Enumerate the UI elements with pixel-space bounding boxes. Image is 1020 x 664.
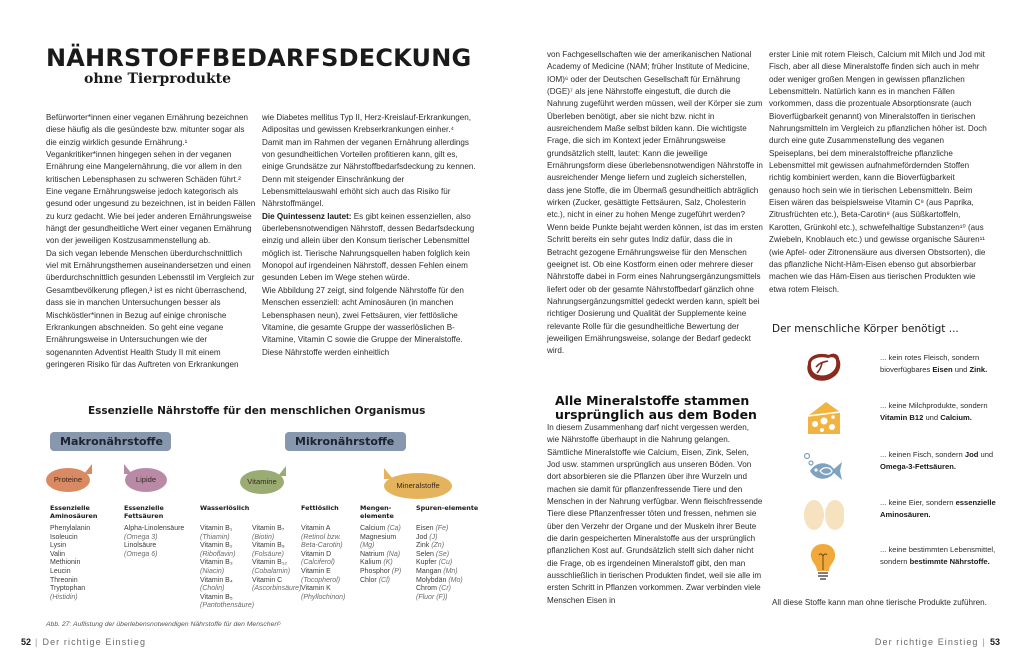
list-item: Calcium (Ca) (360, 525, 401, 532)
list-item: Vitamin B₇ (252, 525, 285, 532)
list-item: Methionin (50, 559, 81, 567)
list-item-note: (Retinol bzw. Beta-Carotin) (301, 533, 343, 550)
needs-heading: Der menschliche Körper benötigt ... (772, 323, 959, 335)
list-item-note: (Omega 3) (124, 533, 158, 541)
category-micronutrients: Mikronährstoffe (285, 432, 406, 451)
footer-section: Der richtige Einstieg (874, 637, 979, 647)
text-column-4 (769, 49, 987, 296)
need-item-dairy (772, 398, 1002, 444)
list-item: Threonin (50, 576, 78, 584)
bubble-proteine: Proteine (46, 468, 90, 492)
page-title: NÄHRSTOFFBEDARFSDECKUNG (46, 44, 472, 72)
diagram-column-wasserloeslich-2 (252, 525, 302, 594)
list-item-note: (Cholin) (200, 585, 225, 593)
need-text: ... keine bestimmten Lebensmittel, sondern bestimmte Nährstoffe. (880, 545, 996, 566)
paragraph-text: Es gibt keinen essenziellen, also überlebensnotwendigen Nährstoff, dessen Bedarfsdeckung einzig und allein über den Konsum tierischer Lebensmittel möglich ist. Tierische Nahrungsquellen haben folglich kein Monopol auf irgendeinen Nährstoff, dessen Fehlen einem gesunden Leben im Wege stehen würde. (262, 211, 475, 283)
diagram-title: Essenzielle Nährstoffe für den menschlichen Organismus (88, 405, 426, 417)
list-item-note: (Tocopherol) (301, 576, 341, 584)
diagram-column-wasserloeslich (200, 504, 255, 611)
bubble-lipide: Lipide (125, 468, 167, 492)
list-item-note: (Riboflavin) (200, 550, 236, 558)
column-header: Wasserlöslich (200, 504, 250, 512)
column-header: Fettlöslich (301, 504, 339, 512)
paragraph: Damit man im Rahmen der veganen Ernährung allerdings von gesundheitlichen Vorteilen profitieren kann, gilt es, einige Grundsätze zur Nährstoffbedarfsdeckung zu kennen. Denn mit steigender Einschränkung der Lebensmittelauswahl erhöht sich auch das Risiko für Nährstoffmängel. (262, 137, 476, 209)
list-item: Molybdän (Mo) (416, 576, 463, 584)
list-item: Kupfer (Cu) (416, 559, 453, 567)
paragraph-quintessence (262, 211, 476, 285)
need-item-nutrients (772, 542, 1002, 588)
footer-left: 52 | Der richtige Einstieg (21, 637, 147, 647)
list-item: Leucin (50, 567, 71, 575)
cheese-icon (802, 398, 844, 438)
list-item-note: (Fluor (F)) (416, 593, 448, 601)
diagram-column-fettsaeuren (124, 504, 196, 559)
list-item-note: (Cobalamin) (252, 567, 291, 575)
page-number: 52 (21, 637, 32, 647)
list-item: Linolsäure (124, 542, 157, 550)
list-item: Lysin (50, 542, 67, 550)
list-item: Vitamin A (301, 525, 331, 532)
list-item-note: (Mg) (360, 542, 375, 550)
diagram-column-aminosaeuren (50, 504, 116, 602)
list-item: Vitamin B₃ (200, 559, 233, 567)
column-header: Essenzielle Fettsäuren (124, 504, 164, 520)
closing-text: All diese Stoffe kann man ohne tierische Produkte zuführen. (772, 598, 987, 607)
list-item: Vitamin C (252, 576, 283, 584)
eggs-icon (802, 495, 844, 535)
list-item: Vitamin B₁₂ (252, 559, 287, 567)
paragraph: In diesem Zusammenhang darf nicht vergessen werden, wie Nährstoffe überhaupt in die Nahrung gelangen. Sämtliche Mineralstoffe wie Calcium, Eisen, Zink, Selen, Jod usw. stammen ursprünglich aus unseren Böden. Von dort absorbieren sie die Pflanzen über ihre Wurzeln und machen sie damit für pflanzenfressende Tiere und den Menschen in der Nahrung verfügbar. Wenn fleischfressende Tiere diese Pflanzenfresser töten und fressen, nehmen sie über den Verzehr der Organe und der Muskeln ihrer Beute die darin gespeicherten Mineralstoffe aus der ursprünglich pflanzlichen Kost auf. Grundsätzlich stellt sich daher nicht die Frage, ob es irgendeinen Mineralstoff gibt, den man ausschließlich in tierischen Produkten findet, weil sie alle im ersten Schritt in Pflanzen vorkommen. Zwar verbinden viele Menschen Eisen in (547, 423, 763, 605)
paragraph: erster Linie mit rotem Fleisch, Calcium mit Milch und Jod mit Fisch, aber all diese Mineralstoffe finden sich auch in mehr oder weniger großen Mengen in gewissen pflanzlichen Lebensmitteln. Natürlich kann es in manchen Fällen vorkommen, dass die prozentuale Absorptionsrate (auch Bioverfügbarkeit genannt) von Mineralstoffen in tierischen Nahrungsmitteln im Vergleich zu pflanzlichen höher ist. Doch durch eine gute Zusammenstellung des veganen Speiseplans, bei dem mineralstoffreiche pflanzliche Lebensmittel mit gewissen aufnahmefördernden Stoffen richtig kombiniert werden, kann die Bioverfügbarkeit genauso hoch sein wie in tierischen Lebensmitteln. Beim Eisen wären das beispielsweise Vitamin C⁸ (aus Paprika, Zitrusfrüchten etc.), Beta-Carotin⁹ (aus Süßkartoffeln, Karotten, Grünkohl etc.), schwefelhaltige Substanzen¹⁰ (aus Zwiebeln, Knoblauch etc.) und gewisse organische Säuren¹¹ (wie Apfel- oder Zitronensäure aus diversen Obstsorten), die das pflanzliche Nicht-Häm-Eisen ebenso gut absorbierbar machen wie das Häm-Eisen aus tierischen Produkten wie etwa rotem Fleisch. (769, 50, 987, 294)
need-text: ... kein rotes Fleisch, sondern bioverfügbares Eisen und Zink. (880, 353, 988, 374)
diagram-column-mengenelemente (360, 504, 414, 585)
list-item: Isoleucin (50, 533, 78, 541)
text-column-2 (262, 112, 476, 359)
page-number: 53 (989, 637, 1000, 647)
list-item: Eisen (Fe) (416, 525, 449, 532)
list-item: Jod (J) (416, 533, 438, 541)
column-header: Essenzielle Aminosäuren (50, 504, 98, 520)
list-item: Chlor (Cl) (360, 576, 390, 584)
list-item: Vitamin B₉ (252, 542, 285, 550)
list-item: Mangan (Mn) (416, 567, 458, 575)
diagram-column-fettloeslich (301, 504, 357, 602)
list-item: Alpha-Linolensäure (124, 525, 185, 532)
list-item: Kalium (K) (360, 559, 393, 567)
list-item: Phosphor (P) (360, 567, 402, 575)
list-item: Vitamin B₁ (200, 525, 233, 532)
text-column-3-continued (547, 422, 763, 607)
paragraph: von Fachgesellschaften wie der amerikanischen National Academy of Medicine (NAM; früher Institute of Medicine, IOM)⁶ oder der Deutschen Gesellschaft für Ernährung (DGE)⁷ als jene Nährstoffe eingestuft, die durch die Nahrung zugeführt werden müssen, weil der Körper sie zum Überleben benötigt, aber sie nicht bzw. nicht in ausreichendem Maße selbst bilden kann. Die wichtigste Frage, die sich im Kontext jeder Ernährungsweise grundsätzlich stellt, lautet: Kann die jeweilige Ernährungsform diese überlebensnotwendigen Nährstoffe in ausreichender Menge liefern und zugleich sicherstellen, dass jene Stoffe, die im Übermaß gesundheitlich abträglich wirken (Zucker, gesättigte Fettsäuren, Salz, Cholesterin etc.), nicht in einer zu hohen Menge zugeführt werden? Wenn beide Punkte bejaht werden können, ist das im ersten Schritt bereits ein sehr gutes Indiz dafür, dass die in Betracht gezogene Ernährungsweise für den Menschen geeignet ist. Ob eine Kostform einen oder mehrere dieser Nährstoffe dabei in Form eines Nahrungsergänzungsmittels liefert oder ob der gesamte Nährstoffbedarf gänzlich ohne Nahrungsergänzungsmittel gedeckt werden kann, spielt bei richtiger Dosierung und Qualität der Supplemente keine relevante Rolle für die gesundheitliche Bewertung der jeweiligen Ernährungsweise, solange der Bedarf gedeckt wird. (547, 50, 763, 356)
list-item: Vitamin B₄ (200, 576, 233, 584)
need-item-meat (772, 350, 1002, 396)
need-item-eggs (772, 495, 1002, 541)
list-item: Valin (50, 550, 66, 558)
text-column-1 (46, 112, 256, 371)
list-item-note: (Biotin) (252, 533, 275, 541)
lightbulb-icon (802, 542, 844, 582)
footer-section: Der richtige Einstieg (42, 637, 147, 647)
figure-caption: Abb. 27: Auflistung der überlebensnotwendigen Nährstoffe für den Menschen⁵ (46, 621, 281, 628)
paragraph: Befürworter*innen einer veganen Ernährung bezeichnen diese häufig als die gesündeste bzw. mitunter sogar als die einzig wirklich gesunde Ernährung.¹ Vegankritiker*innen hingegen sehen in der veganen Ernährung eine Mangelernährung, die vor allem in den kritischen Lebensphasen zu schweren Schäden führt.² Eine vegane Ernährungsweise jedoch kategorisch als gesund oder ungesund zu bezeichnen, ist in beiden Fällen zu kurz gedacht. Wie bei jeder anderen Ernährungsweise hängt der gesundheitliche Wert einer veganen Ernährung von der jeweiligen Kostzusammenstellung ab. (46, 113, 256, 246)
list-item: Selen (Se) (416, 550, 450, 558)
list-item: Magnesium (360, 533, 397, 541)
list-item-note: (Thiamin) (200, 533, 230, 541)
list-item: Vitamin B₅ (200, 593, 233, 601)
list-item: Vitamin B₂ (200, 542, 233, 550)
need-item-fish (772, 447, 1002, 493)
list-item: Zink (Zn) (416, 542, 445, 550)
paragraph: Wie Abbildung 27 zeigt, sind folgende Nährstoffe für den Menschen essenziell: acht Aminosäuren (in manchen Lebensphasen neun), zwei Fettsäuren, vier fettlösliche Vitamine, die gesamte Gruppe der wasserlöslichen B-Vitamine, Vitamin C sowie die Gruppe der Mineralstoffe. Diese Nährstoffe werden einheitlich (262, 285, 464, 357)
list-item-note: (Ascorbinsäure) (252, 585, 302, 593)
list-item: Vitamin D (301, 550, 332, 558)
column-header: Mengen-elemente (360, 504, 394, 520)
column-header: Spuren-elemente (416, 504, 479, 512)
list-item: Natrium (Na) (360, 550, 401, 558)
list-item: Phenylalanin (50, 525, 91, 532)
paragraph: Da sich vegan lebende Menschen überdurchschnittlich viel mit Ernährungsthemen auseinandersetzen und einen überdurchschnittlich gesunden Lebensstil im Vergleich zur Gesamtbevölkerung pflegen,³ ist es nicht überraschend, dass sie in manchen Untersuchungen besser als Mischköstler*innen in Bezug auf einige chronische Erkrankungen abschneiden. So geht eine vegane Ernährungsweise in Untersuchungen wie der sogenannten Adventist Health Study II mit einem geringeren Risiko für das Auftreten von Erkrankungen (46, 248, 255, 369)
list-item: Vitamin K (301, 585, 331, 593)
list-item-note: (Histidin) (50, 593, 78, 601)
bubble-mineralstoffe: Mineralstoffe (384, 473, 452, 499)
footer-right: Der richtige Einstieg | 53 (874, 637, 1000, 647)
list-item: Vitamin E (301, 567, 331, 575)
fish-icon (802, 447, 844, 487)
list-item: Tryptophan (50, 585, 86, 593)
list-item: Chrom (Cr) (416, 585, 452, 593)
list-item-note: (Folsäure) (252, 550, 284, 558)
right-page (510, 0, 1020, 664)
paragraph: wie Diabetes mellitus Typ II, Herz-Kreislauf-Erkrankungen, Adipositas und gewissen Krebserkrankungen einher.⁴ (262, 113, 472, 135)
list-item-note: (Phyllochinon) (301, 593, 346, 601)
need-text: ... keinen Fisch, sondern Jod und Omega-3-Fettsäuren. (880, 450, 994, 471)
bold-lead: Die Quintessenz lautet: (262, 211, 352, 221)
page-subtitle: ohne Tierprodukte (84, 71, 232, 87)
list-item-note: (Calciferol) (301, 559, 335, 567)
list-item-note: (Pantothensäure) (200, 602, 255, 610)
bubble-vitamine: Vitamine (240, 470, 284, 494)
need-text: ... keine Milchprodukte, sondern Vitamin B12 und Calcium. (880, 401, 988, 422)
section-heading: Alle Mineralstoffe stammen ursprünglich aus dem Boden (555, 393, 757, 422)
steak-icon (802, 350, 844, 390)
category-macronutrients: Makronährstoffe (50, 432, 171, 451)
list-item-note: (Niacin) (200, 567, 225, 575)
diagram-column-spurenelemente (416, 504, 480, 602)
need-text: ... keine Eier, sondern essenzielle Aminosäuren. (880, 498, 996, 519)
text-column-3 (547, 49, 763, 358)
list-item-note: (Omega 6) (124, 550, 158, 558)
